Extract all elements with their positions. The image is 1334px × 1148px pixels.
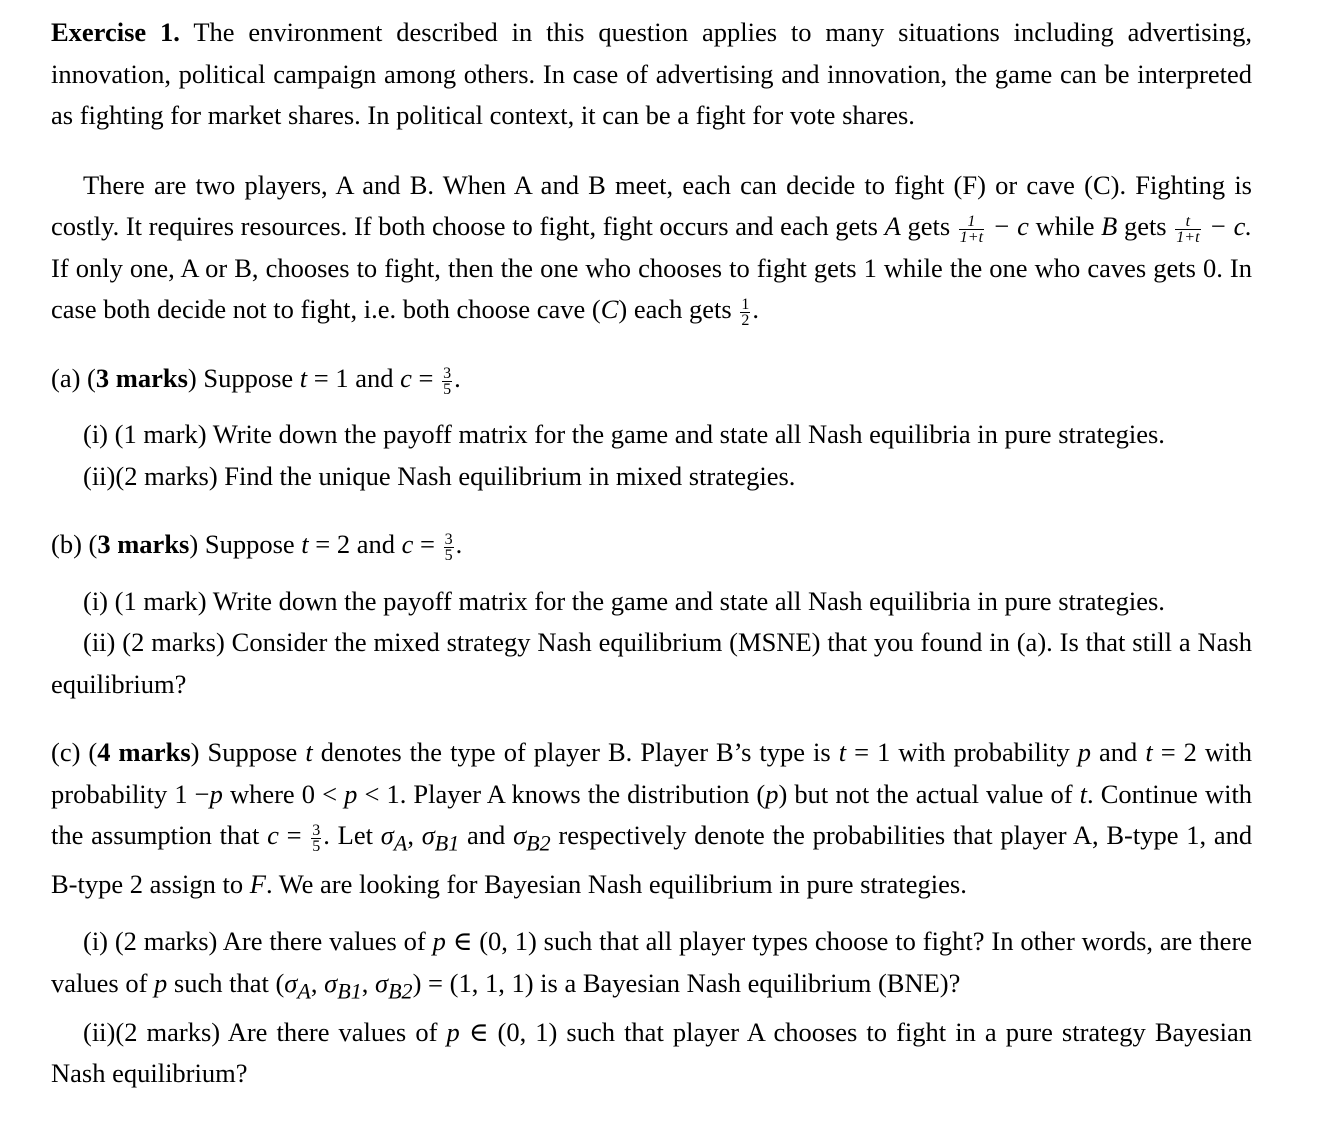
part-a-heading: (a) (3 marks) Suppose t = 1 and c = $\frac{3}{5}$ . [51, 362, 461, 398]
part-c-marks: 4 marks [97, 737, 191, 767]
part-a-ii: (ii)(2 marks) Find the unique Nash equilibrium in mixed strategies. [83, 460, 796, 491]
part-b-ii: (ii) (2 marks) Consider the mixed strategy Nash equilibrium (MSNE) that you found in (a). Is that still a Nash equilibrium? [51, 627, 1252, 699]
part-a-i: (i) (1 mark) Write down the payoff matrix for the game and state all Nash equilibria in pure strategies. [83, 419, 1165, 449]
part-a-marks: 3 marks [95, 362, 188, 393]
part-b-marks: 3 marks [97, 529, 190, 559]
game-setup-paragraph: There are two players, A and B. When A and B meet, each can decide to fight (F) or cave (C). Fighting is costly. It requires resources. If both choose to fight, fight occurs and each gets A gets $\frac{1}{1+t}$ − c while B gets $\frac{t}{1+t}$ − c. If only one, A or B, chooses to fight, then the one who chooses to fight gets 1 while the one who caves gets 0. In case both decide not to fight, i.e. both choose cave (C) each gets $\frac{1}{2}$ . [51, 169, 1253, 330]
part-c-ii: (ii)(2 marks) Are there values of p ∈ (0, 1) such that player A chooses to fight in a pure strategy Bayesian Nash equilibrium? [51, 1016, 1252, 1089]
part-b-heading: (b) (3 marks) Suppose t = 2 and c = $\frac{3}{5}$ . [51, 529, 463, 565]
minus-c-2: − c. [1209, 211, 1253, 241]
exercise-intro [51, 12, 1252, 137]
exercise-title: Exercise 1. [51, 17, 180, 47]
fraction-three-fifths-c: $\frac{3}{5}$ [312, 822, 321, 856]
fraction-one-half: $\frac{1}{2}$ [741, 296, 750, 330]
var-c: C [600, 294, 619, 324]
setup-gets-2: gets [1123, 211, 1167, 241]
var-a: A [884, 211, 901, 241]
fraction-1-over-1-plus-t: $\frac{1}{1+t}$ [959, 213, 984, 247]
intro-text: The environment described in this question applies to many situations including advertising, innovation, political campaign among others. In case of advertising and innovation, the game can be interpreted as fighting for market shares. In political context, it can be a fight for vote shares. [51, 17, 1253, 130]
setup-text-2: If only one, A or B, chooses to fight, then the one who chooses to fight gets 1 while the one who caves gets 0. In case both decide not to fight, i.e. both choose cave ( [51, 252, 1252, 324]
var-b: B [1101, 211, 1118, 241]
setup-while: while [1035, 211, 1095, 241]
setup-gets: gets [907, 211, 951, 241]
part-c-i: (i) (2 marks) Are there values of p ∈ (0, 1) such that all player types choose to fight? In other words, are there values of p such that ($\sigma_A$, $\sigma_{B1}$, $\sigma_{B2}) = (1$, 1, 1) is a Bayesian Nash equilibrium (BNE)? [51, 926, 1253, 1004]
setup-text-3: ) each gets [618, 294, 732, 324]
minus-c: − c [992, 211, 1029, 241]
fraction-three-fifths-b: $\frac{3}{5}$ [444, 531, 453, 565]
fraction-t-over-1-plus-t: $\frac{t}{1+t}$ [1176, 213, 1200, 247]
part-c-paragraph: (c) (4 marks) Suppose t denotes the type of player B. Player B’s type is t = 1 with probability p and t = 2 with probability 1 −p where 0 < p < 1. Player A knows the distribution (p) but not the actual value of t. Continue with the assumption that c = $\frac{3}{5}$ . Let $\sigma_A$, $\sigma_{B1}$ and $\sigma_{B2}$ respectively denote the probabilities that player A, B-type 1, and B-type 2 assign to F. We are looking for Bayesian Nash equilibrium in pure strategies. [51, 737, 1253, 899]
part-b-i: (i) (1 mark) Write down the payoff matrix for the game and state all Nash equilibria in pure strategies. [83, 585, 1165, 616]
setup-text-1: There are two players, A and B. When A and B meet, each can decide to fight (F) or cave (C). Fighting is costly. It requires resources. If both choose to fight, fight occurs and each gets [51, 169, 1252, 241]
fraction-three-fifths: $\frac{3}{5}$ [443, 364, 452, 398]
